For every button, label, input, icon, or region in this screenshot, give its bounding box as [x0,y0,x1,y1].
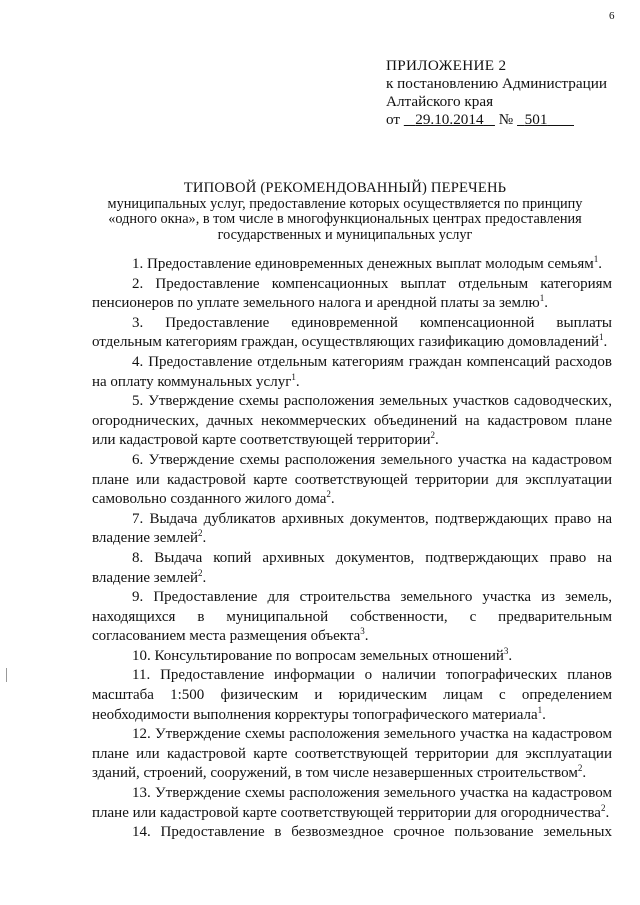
document-title [95,181,595,243]
list-item: 2. Предоставление компенсационных выплат отдельным категориям пенсионеров по уплате земельного налога и арендной платы за землю$^1$. [92,275,612,312]
number-value: 501 [524,111,548,128]
list-item: 10. Консультирование по вопросам земельных отношений$^3$. [132,645,513,664]
list-item: 7. Выдача дубликатов архивных документов, подтверждающих право на владение землей$^2$. [92,510,612,547]
title-sub-3: государственных и муниципальных услуг [217,226,473,243]
list-item: 3. Предоставление единовременной компенсационной выплаты отдельным категориям граждан, осуществляющих газификацию домовладений$^1$. [92,314,612,351]
list-item: 12. Утверждение схемы расположения земельного участка на кадастровом плане или кадастровой карте соответствующей территории для эксплуатации зданий, строений, сооружений, в том числе незавершенных строительством$^2$. [92,726,612,782]
list-item: 14. Предоставление в безвозмездное срочное пользование земельных [132,824,612,841]
title-sub-1: муниципальных услуг, предоставление которых осуществляется по принципу [107,195,583,212]
list-item: 1. Предоставление единовременных денежных выплат молодым семьям$^1$. [132,254,602,272]
title-main: ТИПОВОЙ (РЕКОМЕНДОВАННЫЙ) ПЕРЕЧЕНЬ [183,180,507,196]
list-item: 8. Выдача копий архивных документов, подтверждающих право на владение землей$^2$. [92,549,612,586]
list-item: 9. Предоставление для строительства земельного участка из земель, находящихся в муниципальной собственности, с предварительным согласованием места размещения объекта$^3$. [92,589,612,645]
title-sub-2: «одного окна», в том числе в многофункциональных центрах предоставления [108,211,582,227]
date-value: 29.10.2014 [415,111,484,128]
list-item: 5. Утверждение схемы расположения земельных участков садоводческих, огороднических, дачных некоммерческих объединений на кадастровом плане или кадастровой карте соответствующей территории$^2$. [92,393,612,449]
page-number: 6 [609,10,615,22]
annex-title: ПРИЛОЖЕНИЕ 2 [386,57,507,74]
list-item: 4. Предоставление отдельным категориям граждан компенсаций расходов на оплату коммунальных услуг$^1$. [92,353,612,390]
annex-line-1: к постановлению Администрации [386,75,607,92]
list-item: 6. Утверждение схемы расположения земельного участка на кадастровом плане или кадастровой карте соответствующей территории для эксплуатации самовольно созданного жилого дома$^2$. [92,451,612,508]
list-item: 13. Утверждение схемы расположения земельного участка на кадастровом плане или кадастровой карте соответствующей территории для огородничества$^2$. [92,785,612,821]
scan-margin-mark [6,668,7,682]
annex-block [386,57,626,129]
date-prefix: от [386,111,401,128]
annex-line-2: Алтайского края [386,93,494,110]
number-prefix: № [498,111,514,128]
list-item: 11. Предоставление информации о наличии топографических планов масштаба 1:500 физическим и юридическим лицам с определением необходимости выполнения корректуры топографического материала$^1$. [92,667,612,723]
annex-date-line [386,111,626,129]
services-list [92,255,612,843]
